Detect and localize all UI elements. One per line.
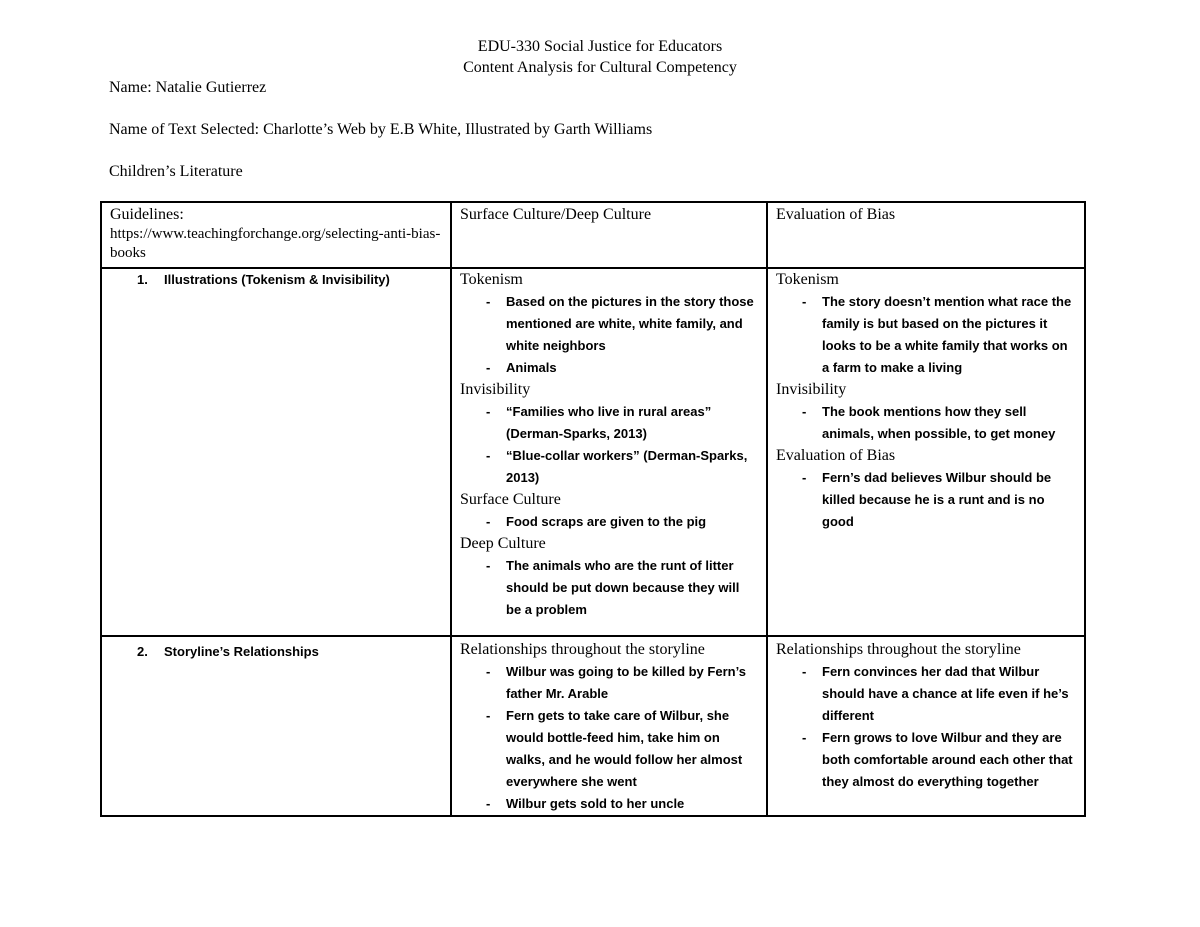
bullet-list [460,401,762,489]
guideline-number: 1. [137,272,148,287]
bullet-list [460,661,762,815]
table-row [101,268,1085,636]
bullet-list [776,661,1080,793]
surface-deep-cell [451,268,767,636]
guideline-title: Storyline’s Relationships [164,644,319,659]
content-analysis-table [100,201,1086,817]
guidelines-link[interactable]: https://www.teachingforchange.org/selecting-anti-bias-books [110,226,441,261]
section-heading: Relationships throughout the storyline [776,641,1021,658]
list-item: - Fern gets to take care of Wilbur, she would bottle-feed him, take him on walks, and he would follow her almost everywhere she went [460,705,762,793]
section-heading: Tokenism [776,271,839,288]
text-selected: Name of Text Selected: Charlotte’s Web by E.B White, Illustrated by Garth Williams [109,121,653,138]
evaluation-cell [767,636,1085,816]
list-item: - Animals [460,357,762,379]
guideline-item [102,269,450,289]
section-heading: Surface Culture [460,491,561,508]
list-item: - Wilbur gets sold to her uncle [460,793,762,815]
list-item: - Wilbur was going to be killed by Fern’s father Mr. Arable [460,661,762,705]
list-item: - The animals who are the runt of litter should be put down because they will be a problem [460,555,762,621]
list-item: - “Families who live in rural areas” (Derman-Sparks, 2013) [460,401,762,445]
list-item: - “Blue-collar workers” (Derman-Sparks, 2013) [460,445,762,489]
bullet-list [460,511,762,533]
guidelines-header-cell [101,202,451,268]
list-item: - The story doesn’t mention what race the family is but based on the pictures it looks to be a white family that works on a farm to make a living [776,291,1080,379]
section-heading: Tokenism [460,271,523,288]
surface-deep-cell [451,636,767,816]
table-row [101,636,1085,816]
bullet-list [460,291,762,379]
section-heading: Deep Culture [460,535,546,552]
assignment-title: Content Analysis for Cultural Competency [463,59,737,76]
document-header [0,36,1200,78]
list-item: - Fern grows to love Wilbur and they are both comfortable around each other that they almost do everything together [776,727,1080,793]
evaluation-header: Evaluation of Bias [767,202,1085,268]
list-item: - Fern’s dad believes Wilbur should be killed because he is a runt and is no good [776,467,1080,533]
evaluation-cell [767,268,1085,636]
guideline-title: Illustrations (Tokenism & Invisibility) [164,272,390,287]
list-item: - Food scraps are given to the pig [460,511,762,533]
bullet-list [776,401,1080,445]
guideline-cell [101,636,451,816]
bullet-list [776,467,1080,533]
bullet-list [460,555,762,621]
list-item: - The book mentions how they sell animals, when possible, to get money [776,401,1080,445]
section-heading: Invisibility [460,381,531,398]
guidelines-label: Guidelines: [110,206,184,223]
guideline-cell [101,268,451,636]
surface-deep-header: Surface Culture/Deep Culture [451,202,767,268]
genre-label: Children’s Literature [109,163,243,180]
section-heading: Relationships throughout the storyline [460,641,705,658]
student-name: Name: Natalie Gutierrez [109,79,267,96]
guideline-item [102,637,450,661]
list-item: - Fern convinces her dad that Wilbur should have a chance at life even if he’s different [776,661,1080,727]
course-title: EDU-330 Social Justice for Educators [477,38,723,55]
table-header-row [101,202,1085,268]
section-heading: Evaluation of Bias [776,447,896,464]
guideline-number: 2. [137,644,148,659]
bullet-list [776,291,1080,379]
list-item: - Based on the pictures in the story those mentioned are white, white family, and white neighbors [460,291,762,357]
section-heading: Invisibility [776,381,847,398]
